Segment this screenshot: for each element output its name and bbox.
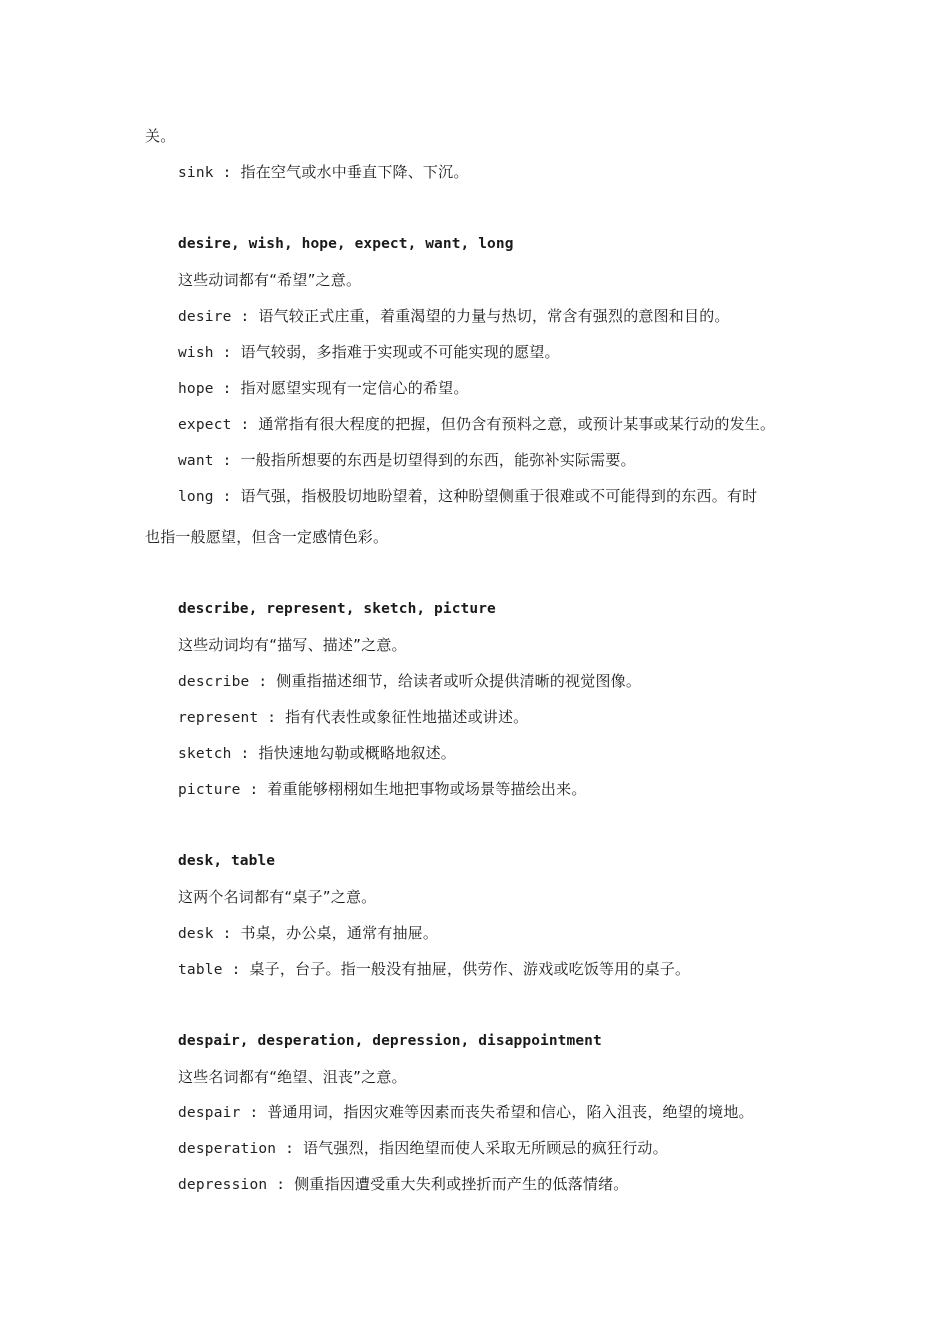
entry-term: despair — [178, 1105, 241, 1121]
entry-desire: desire : 语气较正式庄重，着重渴望的力量与热切，常含有强烈的意图和目的。 — [178, 307, 730, 325]
entry-table: table : 桌子，台子。指一般没有抽屉，供劳作、游戏或吃饭等用的桌子。 — [178, 960, 691, 978]
entry-depression: depression : 侧重指因遭受重大失利或挫折而产生的低落情绪。 — [178, 1175, 629, 1193]
group-summary: 这两个名词都有“桌子”之意。 — [178, 888, 377, 906]
entry-term: represent — [178, 710, 259, 726]
entry-desk: desk : 书桌，办公桌，通常有抽屉。 — [178, 924, 439, 942]
entry-long: long : 语气强，指极股切地盼望着，这种盼望侧重于很难或不可能得到的东西。有时 — [178, 487, 758, 505]
entry-definition: 桌子，台子。指一般没有抽屉，供劳作、游戏或吃饭等用的桌子。 — [249, 960, 691, 978]
entry-definition: 通常指有很大程度的把握，但仍含有预料之意，或预计某事或某行动的发生。 — [258, 415, 776, 433]
entry-definition: 语气较弱，多指难于实现或不可能实现的愿望。 — [240, 343, 560, 361]
entry-long-continuation: 也指一般愿望，但含一定感情色彩。 — [145, 528, 389, 546]
entry-definition: 指对愿望实现有一定信心的希望。 — [240, 379, 469, 397]
entry-definition: 语气较正式庄重，着重渴望的力量与热切，常含有强烈的意图和目的。 — [258, 307, 730, 325]
group-heading: despair, desperation, depression, disappointment — [178, 1033, 602, 1049]
entry-hope: hope : 指对愿望实现有一定信心的希望。 — [178, 379, 469, 397]
group-summary: 这些名词都有“绝望、沮丧”之意。 — [178, 1068, 407, 1086]
entry-definition: 指快速地勾勒或概略地叙述。 — [258, 744, 456, 762]
entry-definition: 指在空气或水中垂直下降、下沉。 — [240, 163, 469, 181]
entry-desperation: desperation : 语气强烈，指因绝望而使人采取无所顾忌的疯狂行动。 — [178, 1139, 668, 1157]
entry-term: desire — [178, 309, 232, 325]
entry-term: describe — [178, 674, 250, 690]
continuation-text: 关。 — [145, 127, 176, 145]
entry-want: want : 一般指所想要的东西是切望得到的东西，能弥补实际需要。 — [178, 451, 636, 469]
entry-expect: expect : 通常指有很大程度的把握，但仍含有预料之意，或预计某事或某行动的发生。 — [178, 415, 776, 433]
entry-definition: 侧重指描述细节，给读者或听众提供清晰的视觉图像。 — [276, 672, 642, 690]
entry-definition: 一般指所想要的东西是切望得到的东西，能弥补实际需要。 — [240, 451, 636, 469]
entry-term: long — [178, 489, 214, 505]
group-summary: 这些动词都有“希望”之意。 — [178, 271, 362, 289]
entry-term: desk — [178, 926, 214, 942]
group-summary: 这些动词均有“描写、描述”之意。 — [178, 636, 407, 654]
entry-term: picture — [178, 782, 241, 798]
entry-represent: represent : 指有代表性或象征性地描述或讲述。 — [178, 708, 529, 726]
entry-term: expect — [178, 417, 232, 433]
entry-term: wish — [178, 345, 214, 361]
entry-definition: 语气强烈，指因绝望而使人采取无所顾忌的疯狂行动。 — [303, 1139, 668, 1157]
entry-term: hope — [178, 381, 214, 397]
entry-definition: 普通用词，指因灾难等因素而丧失希望和信心，陷入沮丧，绝望的境地。 — [267, 1103, 754, 1121]
entry-definition: 书桌，办公桌，通常有抽屉。 — [240, 924, 439, 942]
entry-sketch: sketch : 指快速地勾勒或概略地叙述。 — [178, 744, 456, 762]
entry-definition: 语气强，指极股切地盼望着，这种盼望侧重于很难或不可能得到的东西。有时 — [240, 487, 758, 505]
entry-despair: despair : 普通用词，指因灾难等因素而丧失希望和信心，陷入沮丧，绝望的境地。 — [178, 1103, 754, 1121]
entry-definition: 指有代表性或象征性地描述或讲述。 — [285, 708, 529, 726]
group-heading: describe, represent, sketch, picture — [178, 601, 496, 617]
entry-describe: describe : 侧重指描述细节，给读者或听众提供清晰的视觉图像。 — [178, 672, 642, 690]
entry-term: sketch — [178, 746, 232, 762]
entry-term: depression — [178, 1177, 268, 1193]
entry-sink: sink : 指在空气或水中垂直下降、下沉。 — [178, 163, 469, 181]
group-heading: desire, wish, hope, expect, want, long — [178, 236, 514, 252]
entry-wish: wish : 语气较弱，多指难于实现或不可能实现的愿望。 — [178, 343, 560, 361]
entry-term: want — [178, 453, 214, 469]
group-heading: desk, table — [178, 853, 276, 869]
entry-definition: 侧重指因遭受重大失利或挫折而产生的低落情绪。 — [294, 1175, 629, 1193]
entry-picture: picture : 着重能够栩栩如生地把事物或场景等描绘出来。 — [178, 780, 587, 798]
entry-term: desperation — [178, 1141, 277, 1157]
entry-definition: 着重能够栩栩如生地把事物或场景等描绘出来。 — [267, 780, 587, 798]
entry-term: sink — [178, 165, 214, 181]
entry-term: table — [178, 962, 223, 978]
